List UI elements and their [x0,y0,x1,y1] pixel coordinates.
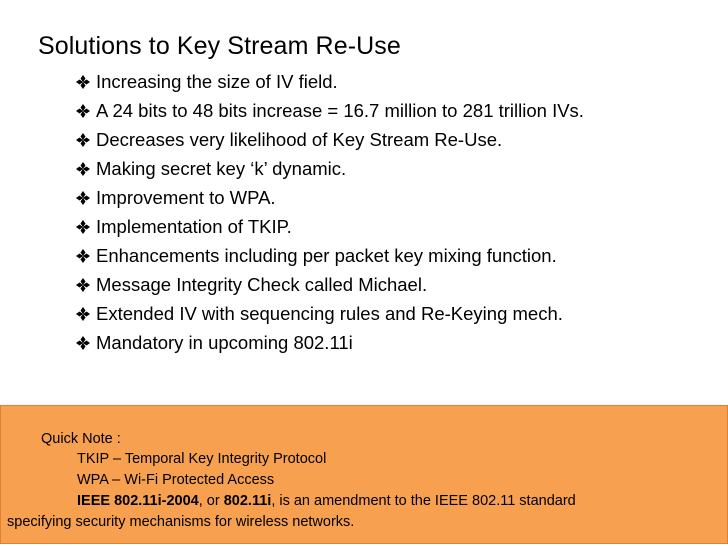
four-diamond-bullet-icon [76,191,90,205]
four-diamond-bullet-icon [76,162,90,176]
list-item [76,299,584,328]
ieee-term-bold: IEEE 802.11i-2004 [77,493,199,509]
ieee-connector: , or [198,493,224,509]
quick-note-heading: Quick Note : [41,431,121,447]
list-item [76,270,584,299]
four-diamond-bullet-icon [76,307,90,321]
quick-note-box [0,405,728,544]
ieee-short-term-bold: 802.11i [223,493,272,509]
bullet-text: Decreases very likelihood of Key Stream Re-Use. [96,129,503,150]
note-ieee-definition [77,493,576,509]
bullet-text: Making secret key ‘k’ dynamic. [96,158,347,179]
list-item [76,96,584,125]
ieee-description: , is an amendment to the IEEE 802.11 standard [271,493,576,509]
four-diamond-bullet-icon [76,220,90,234]
bullet-text: Increasing the size of IV field. [96,71,338,92]
list-item [76,183,584,212]
four-diamond-bullet-icon [76,336,90,350]
list-item [76,212,584,241]
four-diamond-bullet-icon [76,75,90,89]
slide-title: Solutions to Key Stream Re-Use [38,32,401,60]
list-item [76,154,584,183]
bullet-text: Enhancements including per packet key mixing function. [96,245,557,266]
bullet-text: Extended IV with sequencing rules and Re-Keying mech. [96,303,563,324]
list-item [76,241,584,270]
four-diamond-bullet-icon [76,249,90,263]
bullet-list [76,67,584,357]
list-item [76,125,584,154]
bullet-text: Message Integrity Check called Michael. [96,274,428,295]
list-item [76,328,584,357]
bullet-text: A 24 bits to 48 bits increase = 16.7 million to 281 trillion IVs. [96,100,584,121]
note-wpa-definition: WPA – Wi-Fi Protected Access [77,472,275,488]
bullet-text: Mandatory in upcoming 802.11i [96,332,353,353]
four-diamond-bullet-icon [76,104,90,118]
note-ieee-continuation: specifying security mechanisms for wireless networks. [7,514,355,530]
four-diamond-bullet-icon [76,278,90,292]
bullet-text: Improvement to WPA. [96,187,276,208]
note-tkip-definition: TKIP – Temporal Key Integrity Protocol [77,451,327,467]
four-diamond-bullet-icon [76,133,90,147]
list-item [76,67,584,96]
bullet-text: Implementation of TKIP. [96,216,292,237]
